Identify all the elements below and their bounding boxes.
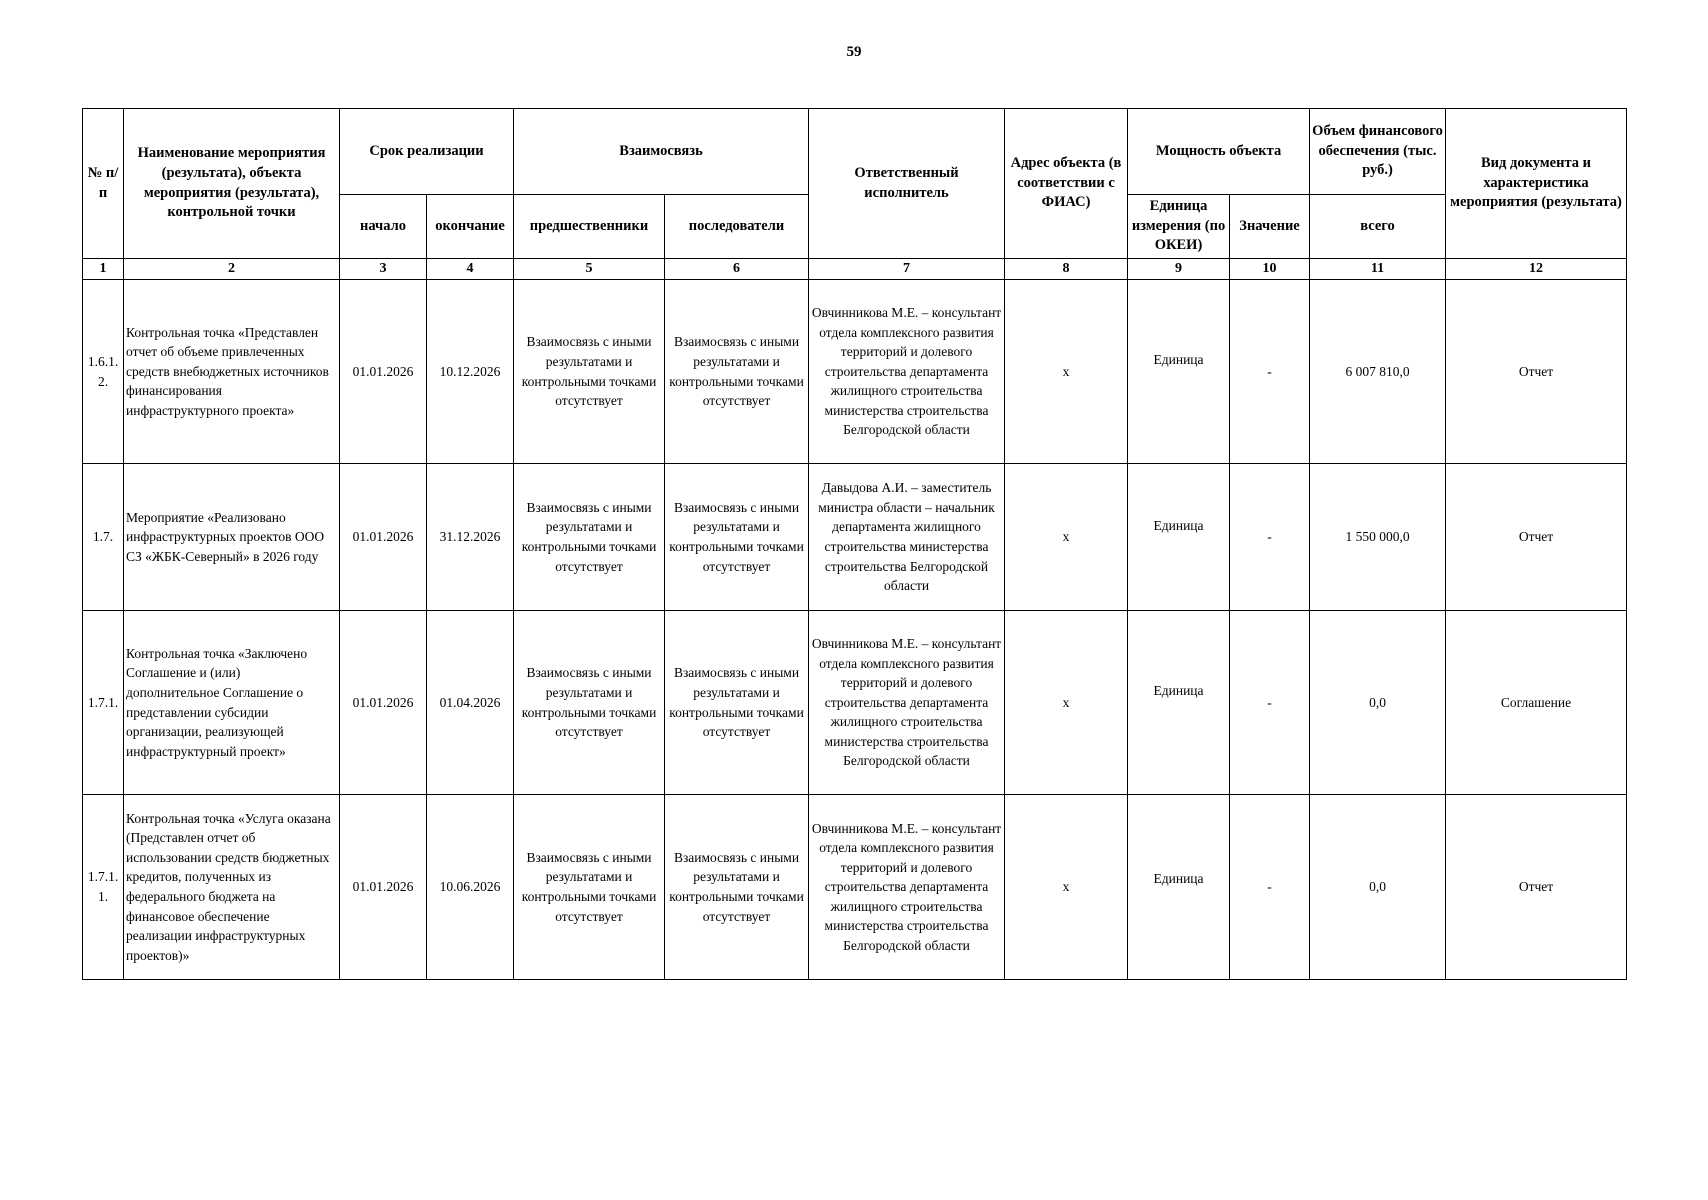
row-number: 1.7.1.1. [83, 795, 124, 980]
column-number: 2 [124, 259, 340, 280]
column-number: 4 [427, 259, 514, 280]
header-document: Вид документа и характеристика мероприятия (результата) [1446, 109, 1627, 259]
header-link: Взаимосвязь [514, 109, 809, 195]
header-unit: Единица измерения (по ОКЕИ) [1128, 195, 1230, 259]
row-document: Отчет [1446, 464, 1627, 611]
row-responsible: Давыдова А.И. – заместитель министра области – начальник департамента жилищного строительства министерства строительства Белгородской области [809, 464, 1005, 611]
column-number: 10 [1230, 259, 1310, 280]
header-total: всего [1310, 195, 1446, 259]
row-start-date: 01.01.2026 [340, 611, 427, 795]
plan-table [82, 108, 1627, 980]
row-number: 1.7.1. [83, 611, 124, 795]
column-number: 9 [1128, 259, 1230, 280]
row-end-date: 10.06.2026 [427, 795, 514, 980]
column-number: 11 [1310, 259, 1446, 280]
header-name: Наименование мероприятия (результата), объекта мероприятия (результата), контрольной точки [124, 109, 340, 259]
table-row [83, 464, 1627, 611]
row-value: - [1230, 795, 1310, 980]
row-successors: Взаимосвязь с иными результатами и контрольными точками отсутствует [665, 464, 809, 611]
row-end-date: 01.04.2026 [427, 611, 514, 795]
table-row [83, 611, 1627, 795]
table-row [83, 280, 1627, 464]
row-end-date: 31.12.2026 [427, 464, 514, 611]
header-start: начало [340, 195, 427, 259]
header-financing: Объем финансового обеспечения (тыс. руб.) [1310, 109, 1446, 195]
table-header [83, 109, 1627, 280]
row-predecessors: Взаимосвязь с иными результатами и контрольными точками отсутствует [514, 795, 665, 980]
row-number: 1.7. [83, 464, 124, 611]
page-number: 59 [846, 44, 862, 60]
row-document: Соглашение [1446, 611, 1627, 795]
header-responsible: Ответственный исполнитель [809, 109, 1005, 259]
row-name: Мероприятие «Реализовано инфраструктурных проектов ООО СЗ «ЖБК-Северный» в 2026 году [124, 464, 340, 611]
row-value: - [1230, 280, 1310, 464]
row-address: х [1005, 611, 1128, 795]
header-predecessors: предшественники [514, 195, 665, 259]
header-end: окончание [427, 195, 514, 259]
row-unit: Единица [1128, 464, 1230, 611]
row-address: х [1005, 464, 1128, 611]
row-value: - [1230, 611, 1310, 795]
row-total: 0,0 [1310, 611, 1446, 795]
row-name: Контрольная точка «Заключено Соглашение и (или) дополнительное Соглашение о представлении субсидии организации, реализующей инфраструктурный проект» [124, 611, 340, 795]
column-number: 7 [809, 259, 1005, 280]
row-document: Отчет [1446, 795, 1627, 980]
row-total: 0,0 [1310, 795, 1446, 980]
table-body [83, 280, 1627, 980]
row-start-date: 01.01.2026 [340, 795, 427, 980]
header-value: Значение [1230, 195, 1310, 259]
column-number: 6 [665, 259, 809, 280]
header-successors: последователи [665, 195, 809, 259]
row-end-date: 10.12.2026 [427, 280, 514, 464]
row-responsible: Овчинникова М.Е. – консультант отдела комплексного развития территорий и долевого строительства департамента жилищного строительства министерства строительства Белгородской области [809, 611, 1005, 795]
row-start-date: 01.01.2026 [340, 464, 427, 611]
row-address: х [1005, 280, 1128, 464]
row-predecessors: Взаимосвязь с иными результатами и контрольными точками отсутствует [514, 464, 665, 611]
header-term: Срок реализации [340, 109, 514, 195]
column-number: 12 [1446, 259, 1627, 280]
table-row [83, 795, 1627, 980]
column-number: 5 [514, 259, 665, 280]
header-power: Мощность объекта [1128, 109, 1310, 195]
column-number: 8 [1005, 259, 1128, 280]
row-successors: Взаимосвязь с иными результатами и контрольными точками отсутствует [665, 611, 809, 795]
row-predecessors: Взаимосвязь с иными результатами и контрольными точками отсутствует [514, 611, 665, 795]
row-value: - [1230, 464, 1310, 611]
column-number: 1 [83, 259, 124, 280]
row-unit: Единица [1128, 280, 1230, 464]
row-predecessors: Взаимосвязь с иными результатами и контрольными точками отсутствует [514, 280, 665, 464]
row-successors: Взаимосвязь с иными результатами и контрольными точками отсутствует [665, 795, 809, 980]
row-responsible: Овчинникова М.Е. – консультант отдела комплексного развития территорий и долевого строительства департамента жилищного строительства министерства строительства Белгородской области [809, 280, 1005, 464]
header-address: Адрес объекта (в соответствии с ФИАС) [1005, 109, 1128, 259]
row-name: Контрольная точка «Услуга оказана (Представлен отчет об использовании средств бюджетных кредитов, полученных из федерального бюджета на финансовое обеспечение реализации инфраструктурных проектов)» [124, 795, 340, 980]
row-name: Контрольная точка «Представлен отчет об объеме привлеченных средств внебюджетных источников финансирования инфраструктурного проекта» [124, 280, 340, 464]
row-number: 1.6.1.2. [83, 280, 124, 464]
column-number: 3 [340, 259, 427, 280]
row-responsible: Овчинникова М.Е. – консультант отдела комплексного развития территорий и долевого строительства департамента жилищного строительства министерства строительства Белгородской области [809, 795, 1005, 980]
row-total: 6 007 810,0 [1310, 280, 1446, 464]
row-total: 1 550 000,0 [1310, 464, 1446, 611]
row-address: х [1005, 795, 1128, 980]
header-num: № п/п [83, 109, 124, 259]
row-start-date: 01.01.2026 [340, 280, 427, 464]
row-unit: Единица [1128, 611, 1230, 795]
row-document: Отчет [1446, 280, 1627, 464]
row-successors: Взаимосвязь с иными результатами и контрольными точками отсутствует [665, 280, 809, 464]
row-unit: Единица [1128, 795, 1230, 980]
